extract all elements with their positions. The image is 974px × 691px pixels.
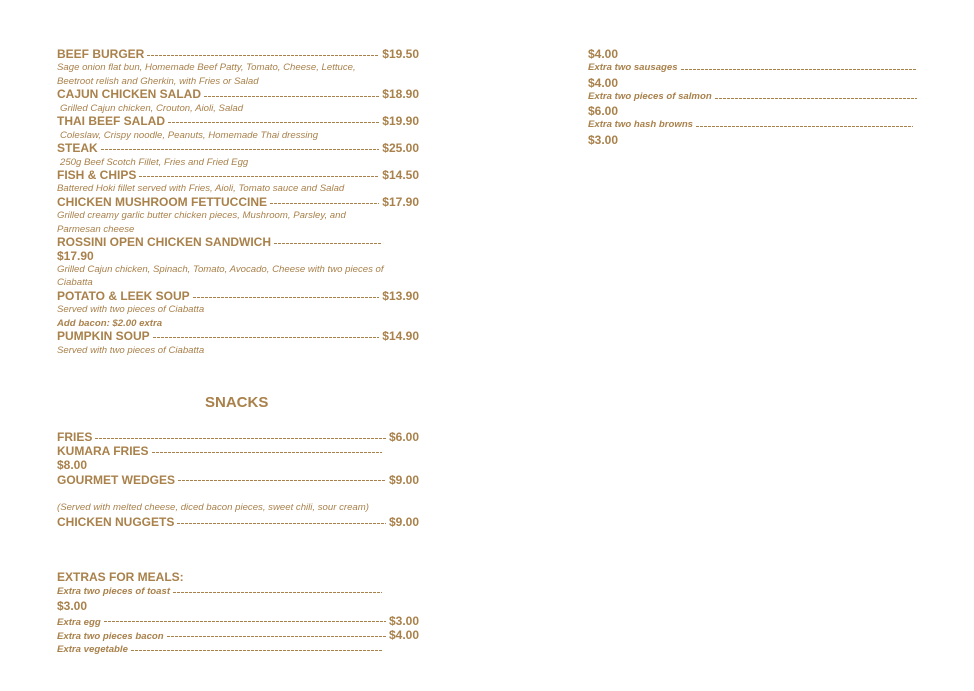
extra-item	[57, 643, 385, 658]
dot-leader	[147, 55, 379, 56]
item-name: FRIES	[57, 430, 93, 444]
dot-leader	[696, 126, 913, 127]
item-addon-note: Add bacon: $2.00 extra	[57, 317, 163, 329]
dot-leader	[270, 203, 379, 204]
item-description: Served with two pieces of Ciabatta	[57, 344, 205, 356]
extra-item	[57, 614, 419, 629]
item-name: Extra egg	[57, 616, 101, 628]
menu-item	[57, 236, 385, 249]
item-description: Grilled Cajun chicken, Crouton, Aioli, Salad	[60, 102, 244, 114]
item-name: Extra two hash browns	[588, 119, 694, 131]
item-description: Parmesan cheese	[57, 223, 135, 235]
item-description: Beetroot relish and Gherkin, with Fries or Salad	[57, 75, 259, 87]
dot-leader	[95, 438, 386, 439]
item-name: CHICKEN MUSHROOM FETTUCCINE	[57, 194, 267, 209]
menu-item	[57, 169, 419, 182]
item-name: BEEF BURGER	[57, 47, 145, 61]
item-price: $3.00	[588, 132, 619, 147]
item-description: Coleslaw, Crispy noodle, Peanuts, Homemade Thai dressing	[60, 129, 319, 141]
item-price: $4.00	[588, 47, 619, 61]
item-description: Battered Hoki fillet served with Fries, Aioli, Tomato sauce and Salad	[57, 183, 345, 195]
item-price: $8.00	[57, 458, 88, 473]
item-name: CAJUN CHICKEN SALAD	[57, 87, 202, 102]
item-description: Sage onion flat bun, Homemade Beef Patty, Tomato, Cheese, Lettuce,	[57, 62, 356, 74]
item-price: $4.00	[588, 75, 619, 90]
item-name: Extra two sausages	[588, 62, 678, 74]
extra-item	[57, 585, 385, 600]
item-price: $3.00	[57, 599, 88, 613]
dot-leader	[681, 69, 917, 70]
dot-leader	[204, 96, 379, 97]
item-price: $19.90	[382, 114, 419, 129]
item-name: Extra vegetable	[57, 643, 128, 655]
menu-item	[57, 142, 419, 155]
dot-leader	[715, 98, 917, 99]
item-name: GOURMET WEDGES	[57, 472, 176, 487]
dot-leader	[177, 523, 386, 524]
item-price: $13.90	[382, 288, 419, 303]
dot-leader	[153, 337, 380, 338]
item-description: Ciabatta	[57, 277, 93, 289]
menu-item	[57, 473, 419, 487]
dot-leader	[173, 592, 382, 593]
item-price: $9.00	[388, 472, 419, 487]
item-price: $18.90	[382, 87, 419, 102]
dot-leader	[139, 176, 379, 177]
dot-leader	[101, 149, 380, 150]
dot-leader	[131, 650, 382, 651]
dot-leader	[274, 243, 382, 244]
item-name: Extra two pieces of toast	[57, 585, 171, 597]
menu-item	[57, 444, 385, 458]
extra-item	[588, 90, 920, 104]
item-price: $14.90	[382, 329, 419, 344]
item-name: FISH & CHIPS	[57, 167, 137, 182]
item-description: Served with two pieces of Ciabatta	[57, 304, 205, 316]
menu-item	[57, 196, 419, 209]
extra-item	[588, 118, 916, 132]
dot-leader	[193, 297, 380, 298]
extra-item	[57, 628, 419, 643]
item-price: $9.00	[388, 515, 419, 530]
mains-list	[57, 48, 419, 357]
item-price: $19.50	[382, 47, 419, 61]
snacks-list	[57, 430, 419, 529]
item-description: 250g Beef Scotch Fillet, Fries and Fried Egg	[60, 156, 249, 168]
menu-item	[57, 515, 419, 529]
dot-leader	[168, 122, 379, 123]
item-name: ROSSINI OPEN CHICKEN SANDWICH	[57, 235, 272, 250]
item-name: POTATO & LEEK SOUP	[57, 288, 190, 303]
item-price: $17.90	[57, 248, 94, 263]
item-price: $17.90	[382, 194, 419, 209]
menu-item	[57, 48, 419, 61]
menu-item	[57, 290, 419, 303]
item-description: (Served with melted cheese, diced bacon pieces, sweet chili, sour cream)	[57, 501, 369, 513]
extras-list	[57, 570, 419, 657]
item-name: STEAK	[57, 141, 98, 156]
dot-leader	[178, 480, 386, 481]
item-price: $3.00	[388, 613, 419, 628]
item-price: $25.00	[382, 141, 419, 156]
menu-item	[57, 88, 419, 101]
item-description: Grilled Cajun chicken, Spinach, Tomato, Avocado, Cheese with two pieces of	[57, 264, 384, 275]
menu-item	[57, 430, 419, 444]
item-name: CHICKEN NUGGETS	[57, 515, 175, 530]
dot-leader	[152, 452, 382, 453]
item-price: $4.00	[388, 628, 419, 642]
extras-list-continued	[588, 47, 920, 147]
snacks-heading: SNACKS	[205, 394, 269, 411]
item-price: $6.00	[388, 430, 419, 444]
extra-item	[588, 61, 920, 75]
item-name: KUMARA FRIES	[57, 444, 149, 459]
item-name: THAI BEEF SALAD	[57, 114, 165, 129]
dot-leader	[167, 636, 386, 637]
item-name: PUMPKIN SOUP	[57, 329, 150, 344]
extras-heading: EXTRAS FOR MEALS:	[57, 570, 184, 584]
item-price: $14.50	[382, 167, 419, 182]
item-name: Extra two pieces bacon	[57, 631, 164, 642]
item-price: $6.00	[588, 104, 619, 119]
menu-item	[57, 330, 419, 343]
menu-item	[57, 115, 419, 128]
item-description: Grilled creamy garlic butter chicken pieces, Mushroom, Parsley, and	[57, 210, 346, 222]
item-name: Extra two pieces of salmon	[588, 90, 712, 102]
dot-leader	[104, 621, 386, 622]
